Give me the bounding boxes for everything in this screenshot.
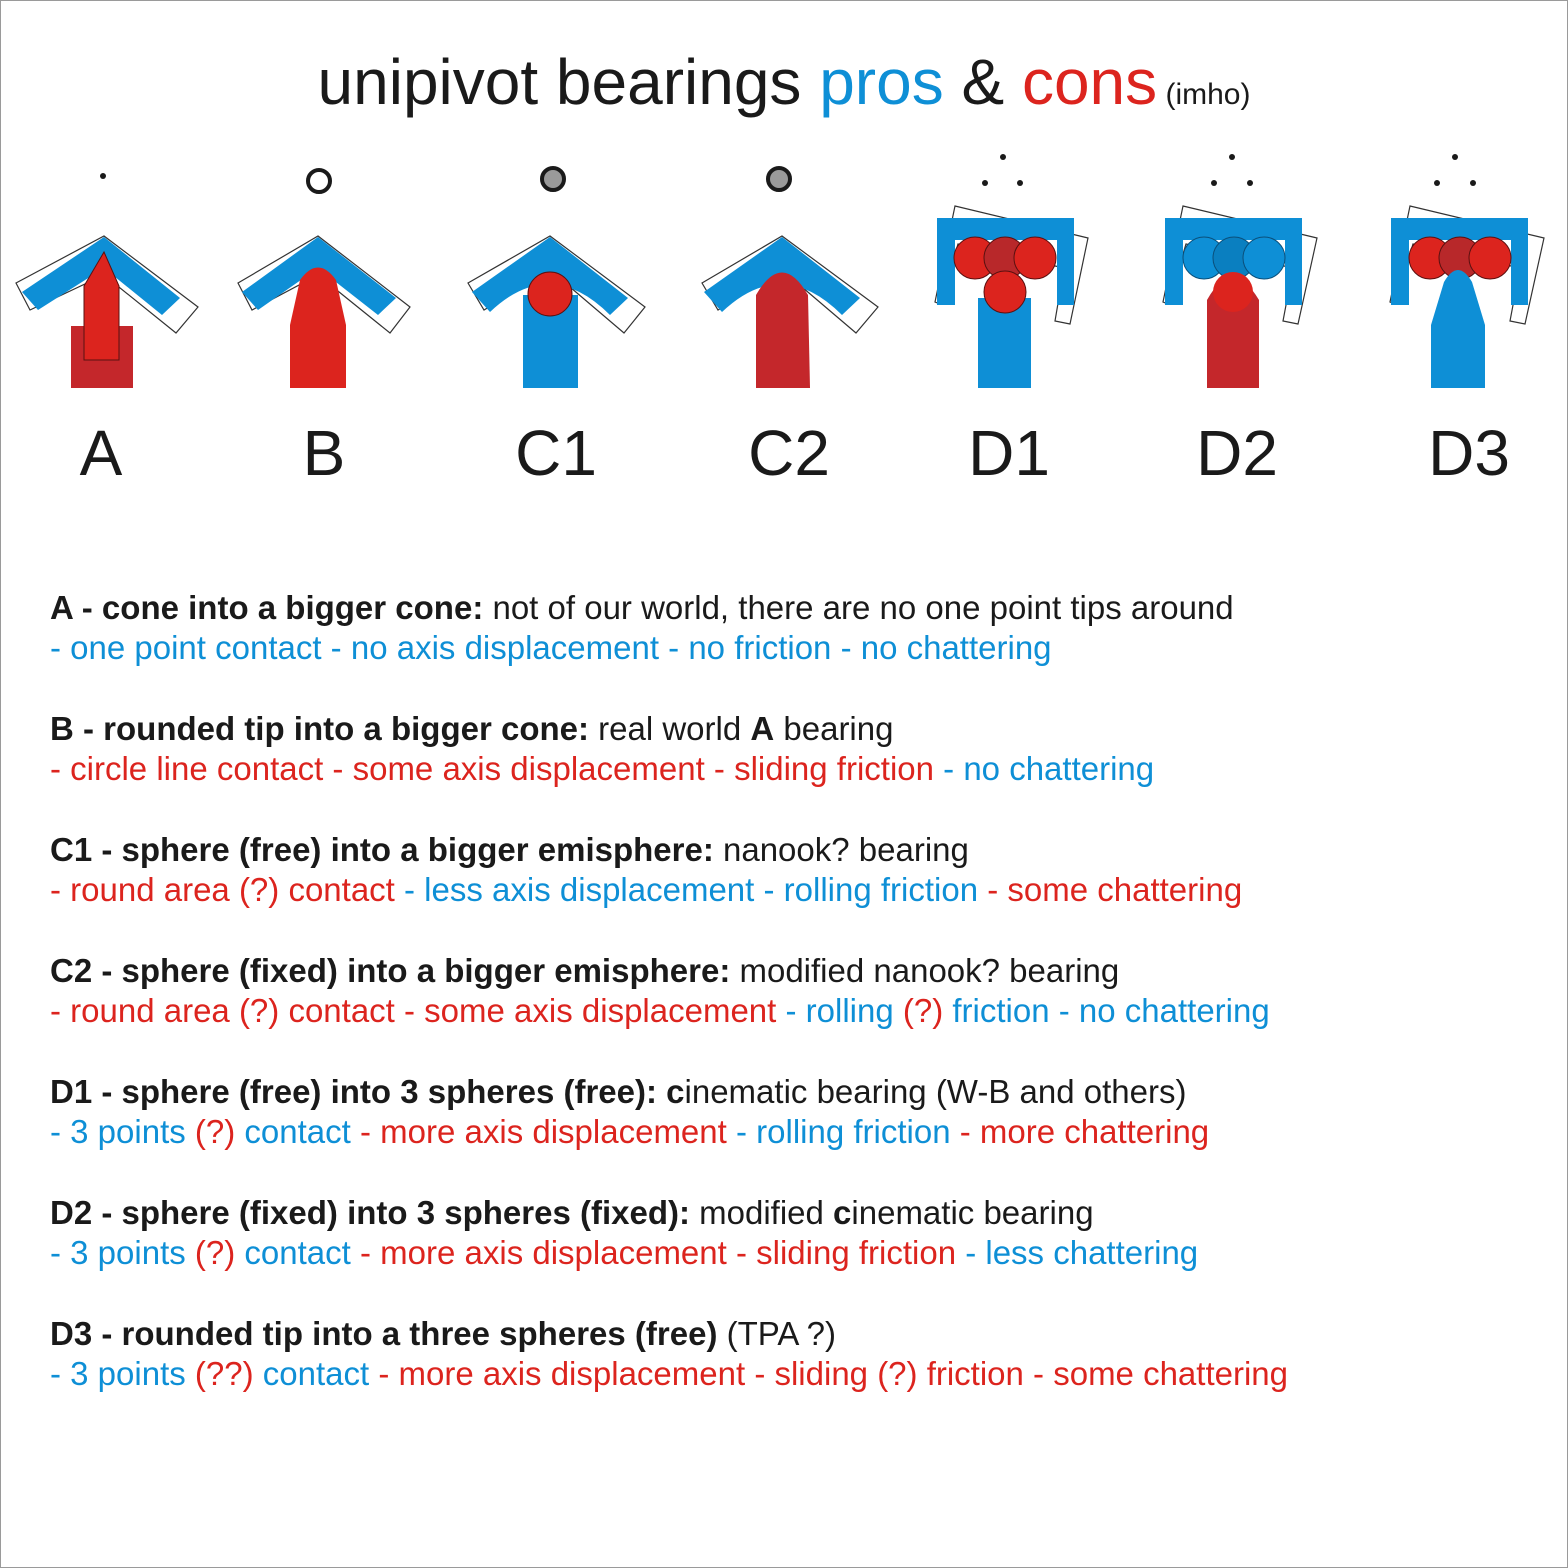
pro-point: friction - no chattering (943, 992, 1270, 1029)
label-d2: D2 (1196, 417, 1278, 489)
free-sphere (984, 271, 1026, 313)
heading-text: D1 - sphere (free) into 3 spheres (free): c (50, 1073, 685, 1110)
fixed-sphere (1213, 272, 1253, 312)
entry-points (50, 749, 1530, 789)
circle-contact-symbol (308, 170, 330, 192)
three-points-symbol (1434, 154, 1476, 186)
heading-text: real world (588, 710, 751, 747)
pro-point: - 3 points (50, 1355, 195, 1392)
title-note: (imho) (1157, 78, 1251, 111)
support-sphere-right (1014, 237, 1056, 279)
entry-points (50, 1354, 1530, 1394)
con-point: - round area (?) contact (50, 871, 405, 908)
heading-text: (TPA ?) (717, 1315, 837, 1352)
heading-text: B - rounded tip into a bigger cone: (50, 710, 589, 747)
heading-text: C1 - sphere (free) into a bigger emisphere: (50, 831, 714, 868)
entry-points (50, 1233, 1530, 1273)
bearing-diagram-d3 (1390, 154, 1544, 388)
pro-point: contact (235, 1113, 360, 1150)
con-point: (?) (902, 992, 944, 1029)
bearing-diagram-d2 (1163, 154, 1317, 388)
con-point: (?) (194, 1234, 236, 1271)
rounded-tip (1431, 270, 1485, 388)
heading-text: inematic bearing (851, 1194, 1094, 1231)
title-cons: cons (1021, 46, 1158, 118)
entry-heading (50, 830, 1530, 870)
pro-point: - no chattering (934, 750, 1155, 787)
pro-point: - rolling (785, 992, 903, 1029)
pro-point: - less chattering (956, 1234, 1199, 1271)
pro-point: - rolling friction (735, 1113, 951, 1150)
pro-point: - 3 points (50, 1234, 195, 1271)
label-c1: C1 (515, 417, 597, 489)
con-point: - round area (?) contact - some axis displacement (50, 992, 786, 1029)
title-pros: pros (819, 46, 944, 118)
entry-points (50, 870, 1530, 910)
label-b: B (302, 417, 346, 489)
descriptions (50, 588, 1530, 1435)
heading-text: bearing (774, 710, 894, 747)
contact-point-symbol (100, 173, 106, 179)
entry-d1 (50, 1072, 1530, 1193)
support-sphere-right (1243, 237, 1285, 279)
bearing-diagram-c1 (468, 168, 645, 388)
bearing-diagram-d1 (935, 154, 1088, 388)
entry-heading (50, 588, 1530, 628)
entry-heading (50, 951, 1530, 991)
con-point: (?) (194, 1113, 236, 1150)
pro-point: contact (253, 1355, 379, 1392)
heading-text: modified nanook? bearing (730, 952, 1120, 989)
bearing-diagram-c2 (702, 168, 878, 388)
bearing-diagrams (0, 140, 1568, 400)
label-d1: D1 (968, 417, 1050, 489)
heading-text: C2 - sphere (fixed) into a bigger emisphere: (50, 952, 731, 989)
entry-points (50, 1112, 1530, 1152)
entry-b (50, 709, 1530, 830)
con-point: - more axis displacement - sliding (?) friction - some chattering (378, 1355, 1289, 1392)
page-title (0, 40, 1568, 137)
label-c2: C2 (748, 417, 830, 489)
area-contact-symbol (768, 168, 790, 190)
con-point: (??) (194, 1355, 254, 1392)
pro-point: contact (235, 1234, 360, 1271)
label-a: A (79, 417, 123, 489)
con-point: - some chattering (978, 871, 1243, 908)
fixed-sphere-post (756, 273, 810, 389)
con-point: - more chattering (950, 1113, 1210, 1150)
area-contact-symbol (542, 168, 564, 190)
entry-d2 (50, 1193, 1530, 1314)
bearing-diagram-a (16, 173, 198, 388)
entry-a (50, 588, 1530, 709)
three-points-symbol (1211, 154, 1253, 186)
entry-heading (50, 709, 1530, 749)
entry-points (50, 991, 1530, 1031)
three-points-symbol (982, 154, 1023, 186)
pro-point: - one point contact - no axis displacement - no friction - no chattering (50, 629, 1052, 666)
heading-text: modified (689, 1194, 834, 1231)
con-point: - more axis displacement - sliding friction (360, 1234, 957, 1271)
pro-point: - less axis displacement - rolling friction (404, 871, 979, 908)
entry-c1 (50, 830, 1530, 951)
support-sphere-right (1469, 237, 1511, 279)
entry-d3 (50, 1314, 1530, 1435)
title-amp: & (943, 46, 1022, 118)
label-d3: D3 (1428, 417, 1510, 489)
heading-text: D3 - rounded tip into a three spheres (free) (50, 1315, 718, 1352)
heading-text: A (750, 710, 775, 747)
heading-text: nanook? bearing (713, 831, 969, 868)
con-point: - circle line contact - some axis displacement - sliding friction (50, 750, 934, 787)
free-sphere (528, 272, 572, 316)
entry-heading (50, 1072, 1530, 1112)
title-main: unipivot bearings (317, 46, 820, 118)
heading-text: inematic bearing (W-B and others) (684, 1073, 1187, 1110)
entry-points (50, 628, 1530, 668)
con-point: - more axis displacement (360, 1113, 736, 1150)
bearing-diagram-b (238, 170, 410, 388)
pro-point: - 3 points (50, 1113, 195, 1150)
entry-c2 (50, 951, 1530, 1072)
entry-heading (50, 1193, 1530, 1233)
entry-heading (50, 1314, 1530, 1354)
heading-text: not of our world, there are no one point tips around (483, 589, 1234, 626)
heading-text: D2 - sphere (fixed) into 3 spheres (fixed): (50, 1194, 690, 1231)
heading-text: A - cone into a bigger cone: (50, 589, 484, 626)
heading-text: c (833, 1194, 852, 1231)
